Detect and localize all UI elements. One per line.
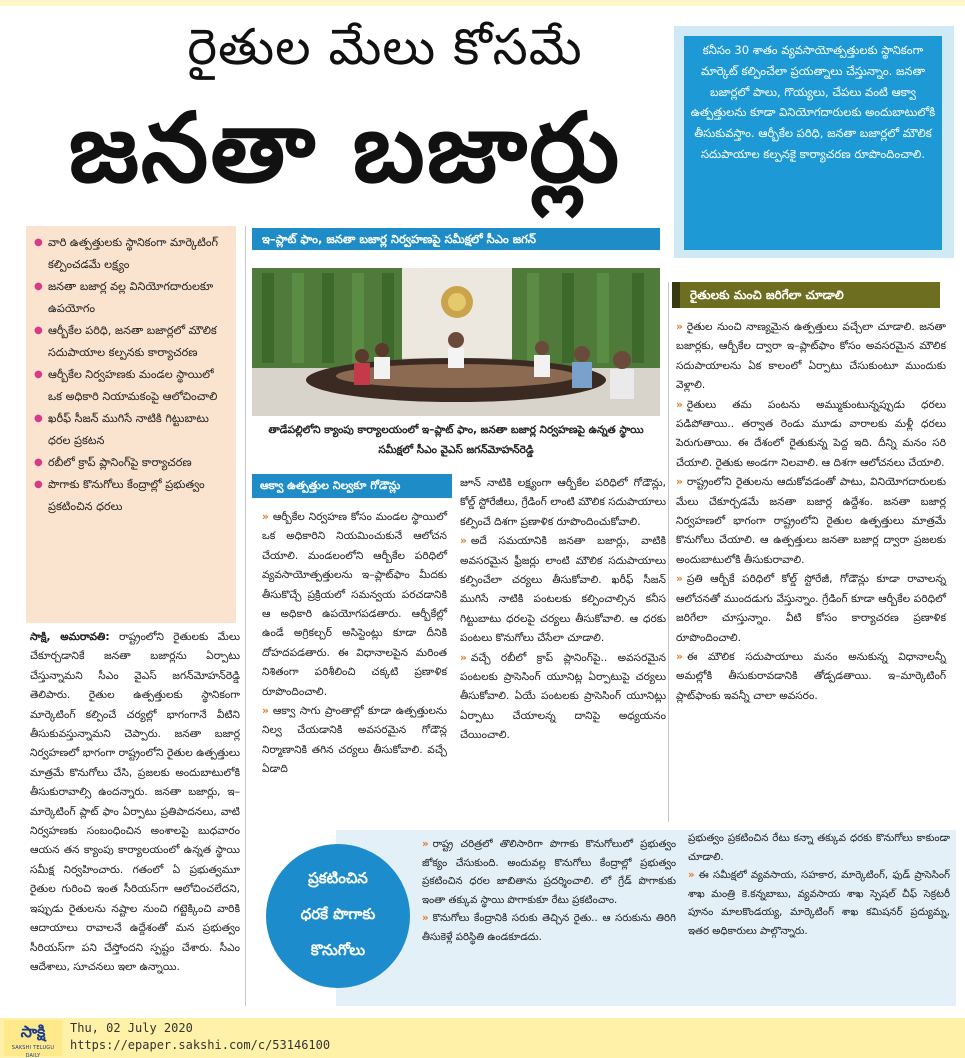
lead-story bbox=[30, 628, 240, 977]
sidebar-paragraph: » రైతులు తమ పంటను అమ్ముకుంటున్నప్పుడు ధరలు పడిపోతాయి.. తర్వాత రెండు మూడు వారాలకు మళ్లీ ధరలు పెరుగుతాయి. ఈ దేశంలో రైతుకున్న పెద్ద ఇది. దీన్ని మనం సరి చేయాలి. రైతుకు అండగా నిలవాలి. ఆ దిశగా ఆలోచనలు చేయాలి. bbox=[676, 398, 946, 469]
arrow-icon: » bbox=[676, 321, 683, 333]
meeting-photo bbox=[252, 268, 660, 416]
section-paragraph: జూన్‌ నాటికి లక్ష్యంగా ఆర్బీకేల పరిధిలో గోడౌన్లు, కోల్డ్‌ స్టోరేజీలు, గ్రేడింగ్‌ లాంటి మౌలిక సదుపాయాలు కల్పించే దిశగా ప్రణాళిక రూపొందించుకోవాలి. bbox=[460, 477, 666, 528]
section-heading: ఆక్వా ఉత్పత్తుల నిల్వకూ గోడౌన్లు bbox=[252, 474, 452, 498]
arrow-icon: » bbox=[422, 913, 429, 925]
arrow-icon: » bbox=[460, 535, 467, 548]
tobacco-paragraph: » ఈ సమీక్షలో వ్యవసాయ, సహకార, మార్కెటింగ్‌, ఫుడ్‌ ప్రాసెసింగ్‌ శాఖ మంత్రి కె.కన్నబాబు, వ్యవసాయ శాఖ స్పెషల్‌ చీఫ్‌ సెక్రటరీ పూనం మాలకొండయ్య, మార్కెటింగ్‌ శాఖ కమిషనర్‌ ప్రద్యుమ్న, ఇతర అధికారులు పాల్గొన్నారు. bbox=[688, 870, 950, 937]
sakshi-logo: సాక్షి SAKSHI TELUGU DAILY bbox=[4, 1020, 62, 1056]
tobacco-paragraph: » రాష్ట్ర చరిత్రలో తొలిసారిగా పొగాకు కొనుగోలులో ప్రభుత్వం జోక్యం చేసుకుంది. అందువల్ల కొనుగోలు కేంద్రాల్లో ప్రభుత్వం ప్రకటించిన ధరల జాబితాను ప్రదర్శించాలి. లో గ్రేడ్‌ పొగాకుకు ఇంతా తక్కువ స్థాయి పొగాకుకూ రేటు ప్రకటించాం. bbox=[422, 839, 676, 906]
meeting-photo-illustration bbox=[252, 268, 660, 416]
key-point: ● ఆర్బీకేల పరిధి, జనతా బజార్లలో మౌలిక సదుపాయాల కల్పనకు కార్యాచరణ bbox=[34, 320, 230, 364]
arrow-icon: » bbox=[422, 839, 429, 850]
key-point: ● రబీలో క్రాప్‌ ప్లానింగ్‌పై కార్యాచరణ bbox=[34, 452, 230, 474]
column-divider bbox=[668, 282, 669, 822]
arrow-icon: » bbox=[676, 476, 683, 489]
headline-line2: జనతా బజార్లు bbox=[68, 92, 622, 204]
sidebar-heading: రైతులకు మంచి జరిగేలా చూడాలి bbox=[680, 282, 940, 308]
badge-line: కొనుగోలు bbox=[310, 941, 366, 959]
highlight-box: కనీసం 30 శాతం వ్యవసాయోత్పత్తులకు స్థానికంగా మార్కెట్‌ కల్పించేలా ప్రయత్నాలు చేస్తున్నాం. జనతా బజార్లలో పాలు, గొయ్యలు, చేపలు వంటి ఆక్వా ఉత్పత్తులను కూడా వినియోగదారులకు అందుబాటులోకి తీసుకువస్తాం. ఆర్బీకేల పరిధి, జనతా బజార్లలో మౌలిక సదుపాయాల కల్పనకై కార్యాచరణ రూపొందించాలి. bbox=[684, 36, 942, 250]
photo-caption: తాడేపల్లిలోని క్యాంపు కార్యాలయంలో ఇ–ప్లాట్‌ ఫాం, జనతా బజార్ల నిర్వహణపై ఉన్నత స్థాయి సమీక్షలో సీఎం వైఎస్‌ జగన్‌మోహన్‌రెడ్డి bbox=[268, 424, 644, 456]
sidebar-column bbox=[676, 318, 946, 706]
arrow-icon: » bbox=[262, 705, 269, 718]
key-point: ● పొగాకు కొనుగోలు కేంద్రాల్లో ప్రభుత్వం ప్రకటించిన ధరలు bbox=[34, 474, 230, 518]
arrow-icon: » bbox=[676, 650, 683, 663]
photo-banner: ఇ–ప్లాట్‌ ఫాం, జనతా బజార్ల నిర్వహణపై సమీక్షలో సీఎం జగన్‌ bbox=[252, 228, 660, 250]
top-strip bbox=[0, 0, 965, 6]
section-paragraph: » వచ్చే రబీలో క్రాప్‌ ప్లానింగ్‌పై.. అవసరమైన పంటలకు ప్రాసెసింగ్‌ యూనిట్ల ఏర్పాటుపై చర్యలు తీసుకోవాలి. ఏయే పంటలకు ప్రాసెసింగ్‌ యూనిట్లు ఏర్పాటు చేయాలన్న దానిపై అధ్యయనం చేయించాలి. bbox=[460, 651, 666, 742]
dateline: సాక్షి, అమరావతి: bbox=[30, 631, 110, 643]
key-point: ● వారి ఉత్పత్తులకు స్థానికంగా మార్కెటింగ్‌ కల్పించడమే లక్ష్యం bbox=[34, 232, 230, 276]
key-point: ● జనతా బజార్ల వల్ల వినియోగదారులకూ ఉపయోగం bbox=[34, 276, 230, 320]
column-divider bbox=[245, 226, 246, 1006]
arrow-icon: » bbox=[688, 870, 695, 882]
tobacco-paragraph: » కొనుగోలు కేంద్రానికి సరుకు తెచ్చిన రైతు.. ఆ సరుకును తిరిగి తీసుకెళ్లే పరిస్థితి ఉండకూడదు. bbox=[422, 913, 676, 943]
section-paragraph: » అదే సమయానికి జనతా బజార్లు, వాటికి అవసరమైన ఫ్రీజర్లు లాంటి మౌలిక సదుపాయాలు కల్పించేలా చర్యలు తీసుకోవాలి. ఖరీఫ్‌ సీజన్‌ ముగిసే నాటికి పంటలకు కల్పించాల్సిన కనీస గిట్టుబాటు ధరలపై చర్యలు తీసుకోవాలి. ఆ ధరకు పంటలు కొనుగోలు చేసేలా చూడాలి. bbox=[460, 535, 666, 645]
badge-line: ప్రకటించిన bbox=[308, 869, 368, 887]
key-points-box bbox=[26, 226, 236, 623]
key-point: ● ఖరీఫ్‌ సీజన్‌ ముగిసే నాటికి గిట్టుబాటు ధరల ప్రకటన bbox=[34, 408, 230, 452]
key-point: ● ఆర్బీకేల నిర్వహణకు మండల స్థాయిలో ఒక అధికారి నియామకంపై ఆలోచించాలి bbox=[34, 364, 230, 408]
edition-date: Thu, 02 July 2020 bbox=[70, 1021, 193, 1035]
section-column-2 bbox=[460, 474, 666, 746]
sidebar-paragraph: » రాష్ట్రంలోని రైతులను ఆదుకోవడంతో పాటు, వినియోగదారులకు మేలు చేకూర్చడమే జనతా బజార్ల ఉద్దేశం. జనతా బజార్ల నిర్వహణలో భాగంగా రాష్ట్రంలోని రైతుల ఉత్పత్తులు మాత్రమే కొనుగోలు చేయాలి. ఆ ఉత్పత్తులు జనతా బజార్ల ద్వారా ప్రజలకు అందుబాటులోకి తీసుకురావాలి. bbox=[676, 476, 946, 566]
lead-paragraph: సాక్షి, అమరావతి: రాష్ట్రంలోని రైతులకు మేలు చేకూర్చడానికే జనతా బజార్లను ఏర్పాటు చేస్తున్నామని సీఎం వైఎస్‌ జగన్‌మోహన్‌రెడ్డి తెలిపారు. రైతుల ఉత్పత్తులకు స్థానికంగా మార్కెటింగ్‌ కల్పించే చర్యల్లో భాగంగానే వీటిని తీసుకువస్తున్నామని చెప్పారు. జనతా బజార్ల నిర్వహణలో భాగంగా రాష్ట్రంలోని రైతుల ఉత్పత్తులు మాత్రమే కొనుగోలు చేసి, ప్రజలకు అందుబాటులోకి తీసుకురావాల్సి ఉందన్నారు. జనతా బజార్లు, ఇ–మార్కెటింగ్‌ ప్లాట్‌ ఫాం ఏర్పాటు ప్రతిపాదనలు, వాటి నిర్వహణకు సంబంధించిన అంశాలపై బుధవారం ఆయన తన క్యాంపు కార్యాలయంలో ఉన్నత స్థాయి సమీక్ష నిర్వహించారు. గతంలో ఏ ప్రభుత్వమూ రైతుల గురించి ఇంత సీరియస్‌గా ఆలోచించలేదని, ఇప్పుడు రైతులను నష్టాల నుంచి గట్టెక్కించి వారికి ఆదాయాలు రావాలనే ఉద్దేశంతో మన ప్రభుత్వం సీరియస్‌గా పని చేస్తోందని స్పష్టం చేశారు. సీఎం ఆదేశాలు, సూచనలు ఇలా ఉన్నాయి. bbox=[30, 631, 241, 973]
sidebar-paragraph: » ఈ మౌలిక సదుపాయాలు మనం అనుకున్న విధానాలన్నీ అమల్లోకి తీసుకురావడానికి తోడ్పడతాయి. ఇ–మార్కెటింగ్‌ ప్లాట్‌ఫాంకు ఇవన్నీ చాలా అవసరం. bbox=[676, 650, 946, 702]
section-paragraph: » ఆక్వా సాగు ప్రాంతాల్లో కూడా ఉత్పత్తులను నిల్వ చేయడానికి అవసరమైన గోడౌన్ల నిర్మాణానికి తగిన చర్యలు తీసుకోవాలి. వచ్చే ఏడాది bbox=[262, 705, 447, 776]
arrow-icon: » bbox=[676, 573, 683, 586]
badge-line: ధరకే పొగాకు bbox=[300, 905, 376, 923]
sidebar-paragraph: » రైతుల నుంచి నాణ్యమైన ఉత్పత్తులు వచ్చేలా చూడాలి. జనతా బజార్లకు, ఆర్బీకేల ద్వారా ఇ–ప్లాట్‌ఫాం కోసం అవసరమైన మౌలిక సదుపాయాలను ఏక కాలంలో ఏర్పాటు చేసుకుంటూ ముందుకు వెళ్లాలి. bbox=[676, 321, 946, 392]
source-link[interactable]: https://epaper.sakshi.com/c/53146100 bbox=[70, 1038, 331, 1052]
tobacco-column-1 bbox=[422, 836, 676, 948]
sidebar-heading-strip bbox=[672, 282, 680, 308]
tobacco-paragraph: ప్రభుత్వం ప్రకటించిన రేటు కన్నా తక్కువ ధరకు కొనుగోలు కాకుండా చూడాలి. bbox=[688, 833, 950, 863]
headline-line1: రైతుల మేలు కోసమే bbox=[187, 18, 583, 76]
tobacco-circle-badge bbox=[266, 844, 410, 988]
arrow-icon: » bbox=[676, 398, 683, 411]
arrow-icon: » bbox=[262, 511, 269, 523]
tobacco-column-2 bbox=[688, 830, 950, 942]
footer-info bbox=[70, 1020, 330, 1054]
section-paragraph: » ఆర్బీకేల నిర్వహణ కోసం మండల స్థాయిలో ఒక అధికారిని నియమించుకునే ఆలోచన చేయాలి. మండలంలోని ఆర్బీకేల పరిధిలో వ్యవసాయోత్పత్తులను ఇ–ప్లాట్‌ఫాం మీదకు తీసుకొచ్చే ప్రక్రియలో సమన్వయ పరచడానికి ఆ అధికారి ఉపయోగపడతారు. ఆర్బీకేల్లో ఉండే అగ్రికల్చర్‌ అసిస్టెంట్లు కూడా దీనికి దోహదపడతారు. ఈ విధానాలపైన మరింత నిశితంగా పరిశీలించి చక్కటి ప్రణాళిక రూపొందించాలి. bbox=[262, 511, 447, 698]
section-column-1 bbox=[262, 508, 447, 780]
arrow-icon: » bbox=[460, 651, 467, 664]
sidebar-paragraph: » ప్రతి ఆర్బీకే పరిధిలో కోల్డ్‌ స్టోరేజీ, గోడౌన్లు కూడా రావాలన్న ఆలోచనతో ముందడుగు వేస్తున్నాం. గ్రేడింగ్‌ కూడా ఆర్బీకేల పరిధిలో జరిగేలా చూస్తున్నాం. వీటి కోసం కార్యాచరణ ప్రణాళిక రూపొందించాలి. bbox=[676, 573, 946, 644]
